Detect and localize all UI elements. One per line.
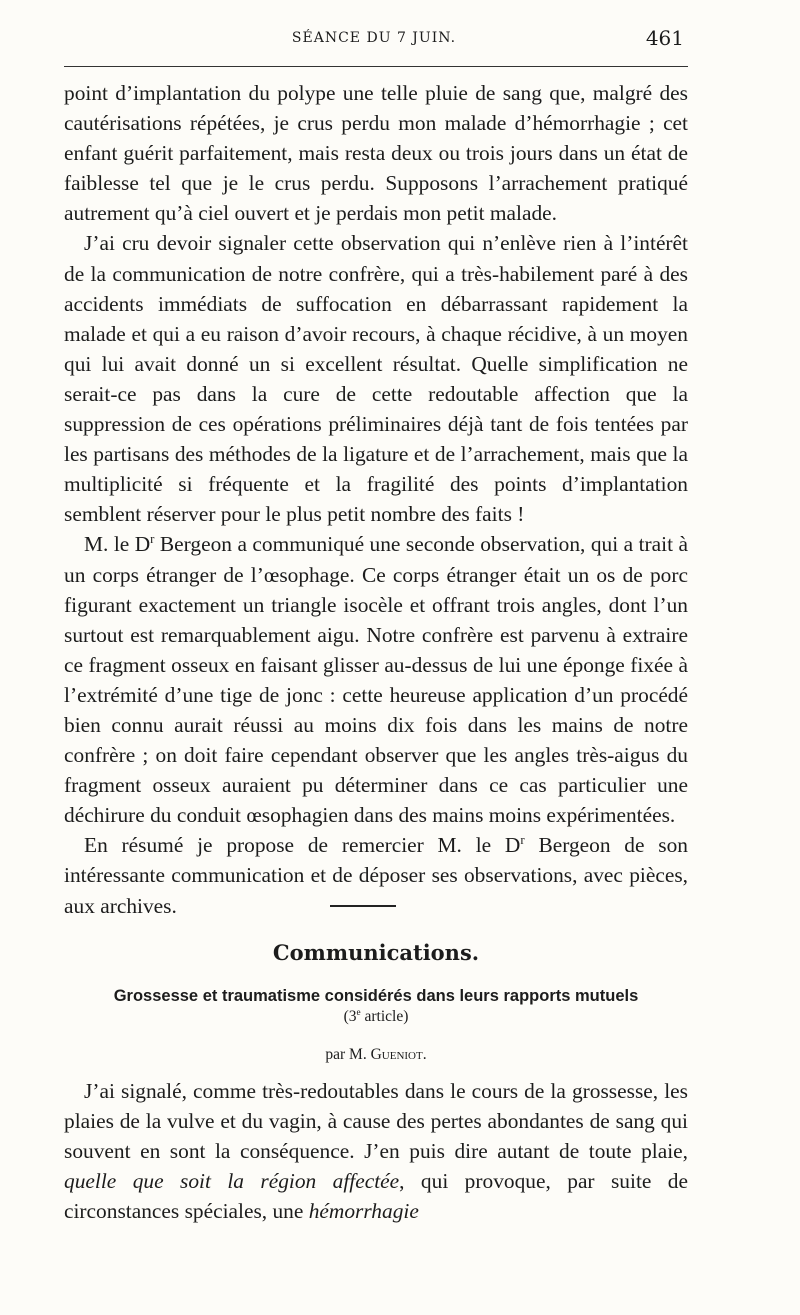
paragraph-3	[64, 529, 688, 830]
paragraph-3-rest: Bergeon a communiqué une seconde observation, qui a trait à un corps étranger de l’œsophage. Ce corps étranger était un os de porc figurant exactement un triangle isocèle et offrant trois angles, dont l’un surtout est remarquablement aigu. Notre confrère est parvenu à extraire ce fragment osseux en faisant glisser au-dessus de lui une éponge fixée à l’extrémité d’une tige de jonc : cette heureuse application d’un procédé bien connu aurait réussi au moins dix fois dans les mains de notre confrère ; on doit faire cependant observer que les angles très-aigus du fragment osseux auraient pu déterminer dans ce cas particulier une déchirure du conduit œsophagien dans des mains moins expérimentées.	[64, 532, 688, 828]
paragraph-2: J’ai cru devoir signaler cette observation qui n’enlève rien à l’intérêt de la communication de notre confrère, qui a très-habilement paré à des accidents immédiats de suffocation en débarrassant rapidement la malade et qui a eu raison d’avoir recours, à chaque récidive, à un moyen qui lui avait donné un si excellent résultat. Quelle simplification ne serait-ce pas dans la cure de cette redoutable affection que la suppression de ces opérations préliminaires déjà tant de fois tentées par les partisans des méthodes de la ligature et de l’arrachement, mais que la multiplicité si fréquente et la fragilité des points d’implantation semblent réserver pour le plus petit nombre des faits !	[64, 231, 688, 527]
section-separator	[330, 905, 396, 907]
paragraph-4-start: En résumé je propose de remercier M. le D	[84, 833, 521, 858]
paragraph-5	[64, 1076, 688, 1226]
article-body	[64, 1076, 688, 1226]
byline	[64, 1046, 688, 1064]
byline-prefix: par M.	[325, 1046, 371, 1063]
emphasis-region: quelle que soit la région affectée	[64, 1169, 400, 1194]
superscript: r	[520, 833, 525, 848]
body-text	[64, 78, 688, 921]
page-number: 461	[645, 26, 684, 50]
article-title: Grossesse et traumatisme considérés dans leurs rapports mutuels	[113, 987, 639, 1005]
paragraph-1: point d’implantation du polype une telle pluie de sang que, malgré des cautérisations répétées, je crus perdu mon malade d’hémorrhagie ; cet enfant guérit parfaitement, mais resta deux ou trois jours dans un état de faiblesse tel que je le crus perdu. Supposons l’arrachement pratiqué autrement qu’à ciel ouvert et je perdais mon petit malade.	[64, 81, 688, 226]
superscript: e	[356, 1007, 361, 1018]
paragraph-4	[64, 830, 688, 920]
page-header	[64, 26, 684, 52]
paragraph-3-start: M. le D	[84, 532, 151, 557]
emphasis-hemorrhagie: hémorrhagie	[308, 1199, 419, 1224]
article-subtitle	[64, 1008, 688, 1026]
article-subtitle-start: (3	[343, 1008, 357, 1025]
superscript: r	[150, 532, 155, 547]
section-title: Communications.	[272, 940, 480, 965]
header-rule	[64, 66, 688, 67]
paragraph-5-start: J’ai signalé, comme très-redoutables dans le cours de la grossesse, les plaies de la vulve et du vagin, à cause des pertes abondantes de sang qui souvent en sont la conséquence. J’en puis dire autant de toute plaie,	[64, 1079, 688, 1164]
running-head: SÉANCE DU 7 JUIN.	[291, 30, 457, 46]
author-name: Gueniot.	[370, 1046, 427, 1063]
paragraph-5-middle: , qui provoque, par suite de circonstances spéciales, une	[64, 1169, 688, 1224]
article-subtitle-rest: article)	[360, 1008, 409, 1025]
paragraph-4-rest: Bergeon de son intéressante communication et de déposer ses observations, avec pièces, aux archives.	[64, 833, 689, 918]
